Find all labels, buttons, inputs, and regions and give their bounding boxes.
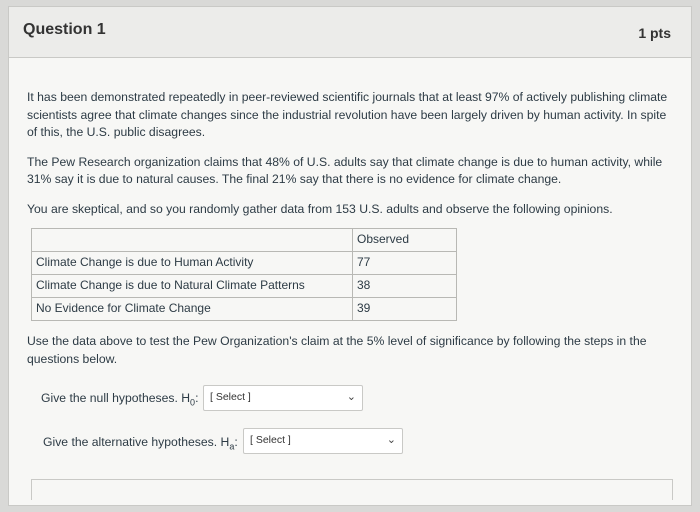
observed-table bbox=[31, 228, 457, 321]
null-hypothesis-prompt bbox=[41, 391, 198, 407]
question-card bbox=[8, 6, 692, 506]
chevron-down-icon: ⌄ bbox=[346, 391, 356, 403]
table-row-value: 39 bbox=[353, 298, 457, 321]
alt-hypothesis-label: Give the alternative hypotheses. H bbox=[43, 435, 230, 449]
chevron-down-icon: ⌄ bbox=[386, 434, 396, 446]
table-row bbox=[32, 298, 457, 321]
alt-hypothesis-colon: : bbox=[234, 435, 238, 449]
table-row-value: 38 bbox=[353, 275, 457, 298]
question-header bbox=[9, 7, 691, 58]
alt-hypothesis-subscript: a bbox=[229, 441, 235, 452]
table-header-row bbox=[32, 229, 457, 252]
question-body bbox=[27, 89, 675, 380]
table-header-observed: Observed bbox=[353, 229, 457, 252]
null-hypothesis-select-value: [ Select ] bbox=[210, 391, 251, 403]
table-row-label: Climate Change is due to Natural Climate Patterns bbox=[32, 275, 353, 298]
paragraph-instructions: Use the data above to test the Pew Organization's claim at the 5% level of significance by following the steps in the questions below. bbox=[27, 334, 647, 366]
paragraph-pew-claim: The Pew Research organization claims that 48% of U.S. adults say that climate change is due to human activity, while 31% say it is due to natural causes. The final 21% say that there is no evidence for climate change. bbox=[27, 154, 663, 186]
table-row-label: No Evidence for Climate Change bbox=[32, 298, 353, 321]
alt-hypothesis-prompt bbox=[43, 435, 238, 451]
null-hypothesis-subscript: 0 bbox=[190, 397, 196, 408]
answer-area-border bbox=[31, 479, 673, 500]
table-row bbox=[32, 252, 457, 275]
paragraph-sample: You are skeptical, and so you randomly gather data from 153 U.S. adults and observe the following opinions. bbox=[27, 201, 613, 216]
question-title: Question 1 bbox=[23, 21, 106, 38]
question-points: 1 pts bbox=[638, 25, 671, 41]
paragraph-intro: It has been demonstrated repeatedly in peer-reviewed scientific journals that at least 97% of actively publishing climate scientists agree that climate changes since the industrial revolution have been largely driven by human activity. In spite of this, the U.S. public disagrees. bbox=[27, 90, 668, 139]
null-hypothesis-label: Give the null hypotheses. H bbox=[41, 391, 191, 405]
null-hypothesis-select[interactable] bbox=[203, 385, 363, 411]
table-row-label: Climate Change is due to Human Activity bbox=[32, 252, 353, 275]
table-row bbox=[32, 275, 457, 298]
alt-hypothesis-select-value: [ Select ] bbox=[250, 434, 291, 446]
null-hypothesis-colon: : bbox=[195, 391, 199, 405]
table-row-value: 77 bbox=[353, 252, 457, 275]
alt-hypothesis-select[interactable] bbox=[243, 428, 403, 454]
table-header-empty bbox=[32, 229, 353, 252]
